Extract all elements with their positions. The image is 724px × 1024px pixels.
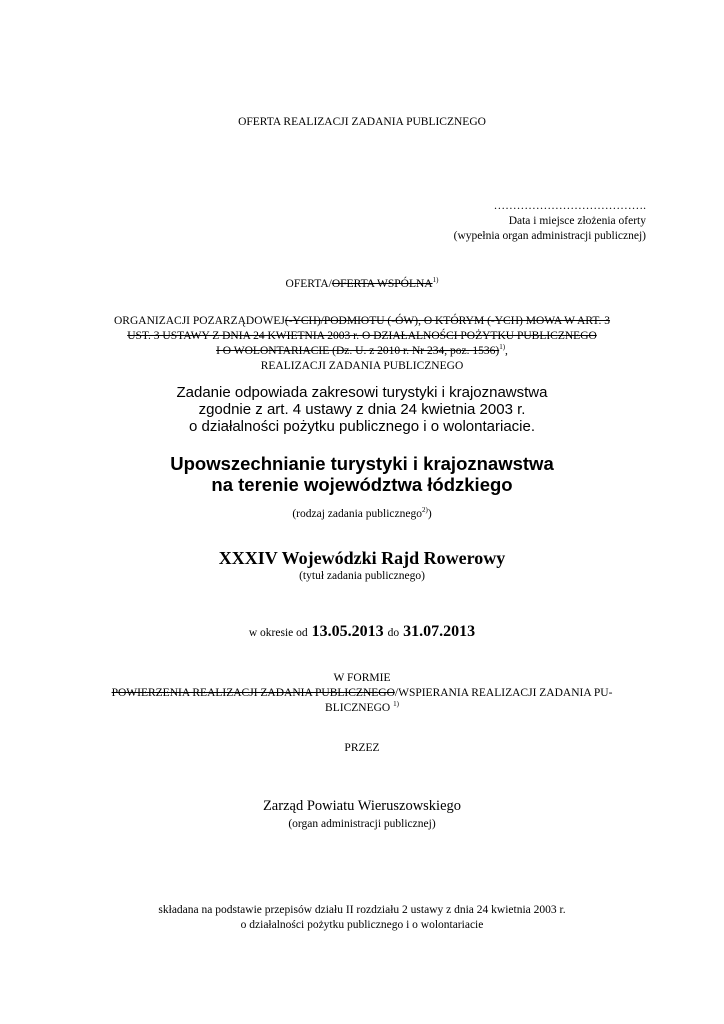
- scope-info-line-2: zgodnie z art. 4 ustawy z dnia 24 kwietnia 2003 r.: [198, 401, 526, 418]
- period-from: 13.05.2013: [311, 623, 384, 640]
- authority-caption: (organ administracji publicznej): [288, 818, 436, 830]
- scope-info-line-3: o działalności pożytku publicznego i o wolontariacie.: [188, 418, 536, 435]
- offer-type-struck: OFERTA WSPÓLNA: [331, 278, 433, 290]
- submission-note: (wypełnia organ administracji publicznej): [453, 230, 646, 242]
- period-prefix: w okresie od: [248, 627, 308, 639]
- scope-info-line-1: Zadanie odpowiada zakresowi turystyki i krajoznawstwa: [176, 384, 548, 401]
- task-type: [0, 453, 724, 495]
- offer-type-kept: OFERTA/: [285, 278, 332, 290]
- form-line-2: BLICZNEGO $^{1)}$: [325, 700, 399, 714]
- organization-line-2: UST. 3 USTAWY Z DNIA 24 KWIETNIA 2003 r. O DZIAŁALNOŚCI POŻYTKU PUBLICZNEGO: [127, 330, 597, 342]
- legal-basis-line-2: o działalności pożytku publicznego i o wolontariacie: [240, 919, 484, 931]
- scope-info: [0, 384, 724, 435]
- submission-date-label: Data i miejsce złożenia oferty: [508, 215, 646, 227]
- legal-basis: [0, 903, 724, 933]
- task-title-caption: (tytuł zadania publicznego): [299, 570, 425, 582]
- organization-line-4: REALIZACJI ZADANIA PUBLICZNEGO: [260, 360, 464, 372]
- by-label: PRZEZ: [344, 742, 380, 754]
- submission-box: [454, 199, 646, 244]
- period: [0, 623, 724, 641]
- task-type-caption: (rodzaj zadania publicznego$^{2)}$): [292, 506, 432, 520]
- period-to: 31.07.2013: [403, 623, 476, 640]
- submission-dots: ………………………………….: [493, 200, 646, 212]
- form-line-1: POWIERZENIA REALIZACJI ZADANIA PUBLICZNEGO/WSPIERANIA REALIZACJI ZADANIA PU-: [111, 687, 613, 699]
- legal-basis-line-1: składana na podstawie przepisów działu II rozdziału 2 ustawy z dnia 24 kwietnia 2003 r.: [158, 904, 566, 916]
- authority-name: Zarząd Powiatu Wieruszowskiego: [262, 798, 462, 814]
- organization-block: [0, 314, 724, 374]
- offer-type-footnote: 1): [432, 276, 439, 284]
- organization-line-3: I O WOLONTARIACIE (Dz. U. z 2010 r. Nr 234, poz. 1536)$^{1)}$,: [216, 343, 508, 357]
- task-title: XXXIV Wojewódzki Rajd Rowerowy: [218, 548, 506, 568]
- period-middle: do: [387, 627, 400, 639]
- task-type-line-2: na terenie województwa łódzkiego: [211, 474, 513, 495]
- organization-line-1: ORGANIZACJI POZARZĄDOWEJ(-YCH)/PODMIOTU (-ÓW), O KTÓRYM (-YCH) MOWA W ART. 3: [113, 315, 611, 327]
- form-heading: W FORMIE: [333, 672, 391, 684]
- form-block: [0, 686, 724, 716]
- document-title: OFERTA REALIZACJI ZADANIA PUBLICZNEGO: [238, 116, 486, 128]
- offer-type: [0, 277, 724, 292]
- task-type-line-1: Upowszechnianie turystyki i krajoznawstwa: [170, 453, 554, 474]
